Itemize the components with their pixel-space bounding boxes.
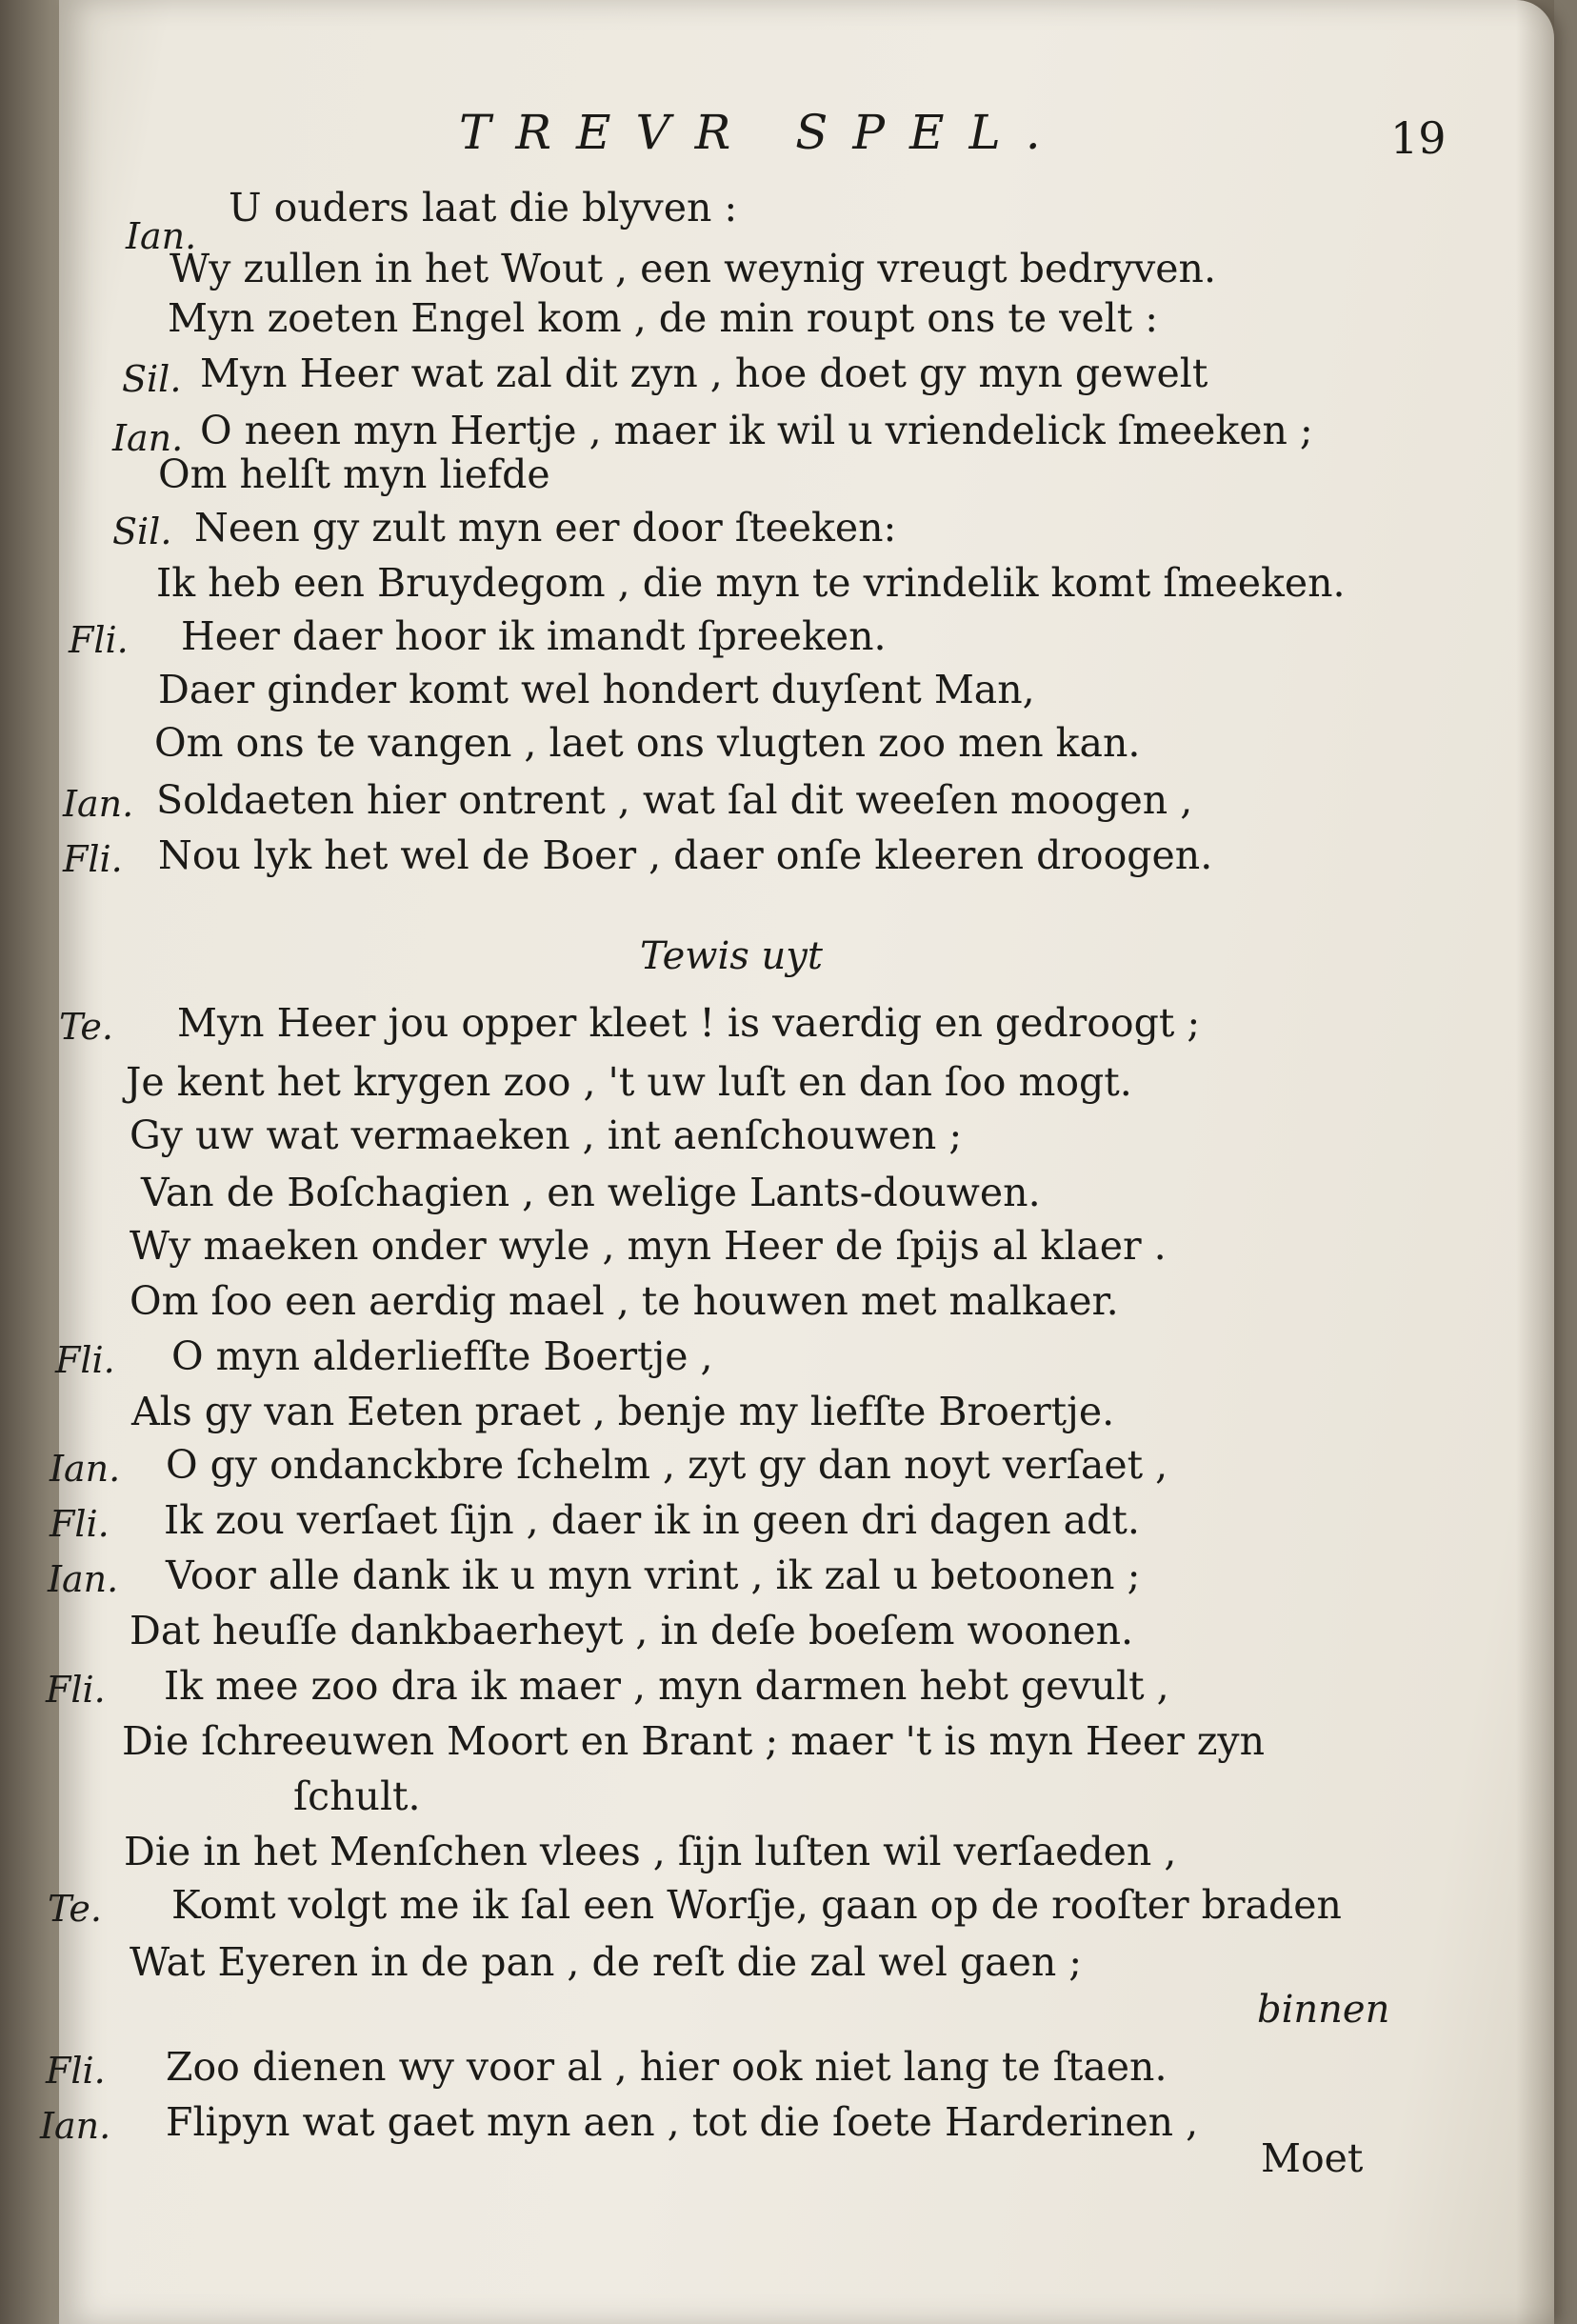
verse-line: [59, 1935, 1487, 1989]
verse-text: Voor alle dank ik u myn vrint , ik zal u betoonen ;: [166, 1553, 1141, 1598]
verse-line: [50, 1438, 1487, 1492]
verse-text: ſchult.: [293, 1773, 421, 1819]
verse-line: [48, 1549, 1487, 1602]
verse-text: Komt volgt me ik ſal een Worſje, gaan op de rooſter braden: [171, 1882, 1342, 1928]
verse-line: [59, 773, 1487, 827]
verse-text: Myn Heer jou opper kleet ! is vaerdig en gedroogt ;: [177, 1000, 1201, 1046]
speaker-label: Sil.: [122, 358, 182, 400]
verse-text: Flipyn wat gaet myn aen , tot die ſoete Harderinen ,: [166, 2099, 1199, 2145]
verse-line: [59, 448, 1487, 501]
verse-line: [59, 610, 1487, 663]
verse-line: [59, 663, 1487, 716]
speaker-label: Fli.: [69, 619, 129, 661]
speaker-label: Te.: [48, 1888, 102, 1930]
verse-line: [59, 1219, 1487, 1272]
verse-line: [59, 242, 1487, 295]
verse-line: [59, 291, 1487, 345]
page-header: [59, 105, 1554, 162]
speaker-label: Fli.: [55, 1339, 115, 1381]
verse-text: Die ſchreeuwen Moort en Brant ; maer 't is myn Heer zyn: [122, 1718, 1265, 1764]
book-page: [40, 0, 1554, 2324]
verse-line: [59, 716, 1487, 770]
speaker-label: Ian.: [126, 215, 197, 257]
verse-text: Soldaeten hier ontrent , wat ſal dit weeſen moogen ,: [156, 777, 1193, 823]
verse-text: Nou lyk het wel de Boer , daer onſe kleeren droogen.: [158, 832, 1213, 878]
verse-text: O gy ondanckbre ſchelm , zyt gy dan noyt verſaet ,: [166, 1442, 1168, 1488]
verse-text: O neen myn Hertje , maer ik wil u vriendelick ſmeeken ;: [200, 408, 1313, 453]
verse-text: Die in het Menſchen vlees , ſijn luſten wil verſaeden ,: [124, 1829, 1177, 1874]
speaker-label: Ian.: [50, 1448, 121, 1490]
speaker-label: Sil.: [112, 511, 172, 552]
verse-line: [59, 1714, 1487, 1768]
speaker-label: Ian.: [63, 783, 134, 825]
speaker-label: Ian.: [48, 1558, 119, 1600]
verse-line: [59, 501, 1487, 554]
verse-text: Wat Eyeren in de pan , de reſt die zal wel gaen ;: [130, 1939, 1083, 1985]
stage-direction-line: [59, 1983, 1487, 2036]
verse-line: [48, 1878, 1487, 1932]
stage-direction: binnen: [1257, 1988, 1390, 2032]
verse-text: Om ſoo een aerdig mael , te houwen met malkaer.: [130, 1278, 1119, 1324]
verse-line: [59, 996, 1487, 1050]
verse-line: [59, 1385, 1487, 1438]
catchword-line: [59, 2132, 1487, 2185]
speaker-label: Fli.: [50, 1503, 110, 1545]
running-title: TREVR SPEL.: [459, 105, 1066, 160]
verse-text: Om helſt myn liefde: [158, 451, 550, 497]
verse-line: [50, 1493, 1487, 1547]
verse-line: [59, 1166, 1487, 1219]
verse-text: Je kent het krygen zoo , 't uw luſt en dan ſoo mogt.: [126, 1059, 1132, 1105]
verse-text: O myn alderliefſte Boertje ,: [171, 1333, 713, 1379]
verse-text: Wy zullen in het Wout , een weynig vreugt bedryven.: [170, 246, 1216, 291]
verse-line: [59, 181, 1487, 257]
speaker-label: Fli.: [46, 2050, 106, 2092]
verse-text: Zoo dienen wy voor al , hier ook niet lang te ſtaen.: [166, 2044, 1168, 2090]
verse-line: [59, 556, 1487, 610]
stage-direction: Tewis uyt: [640, 934, 823, 978]
verse-text: Gy uw wat vermaeken , int aenſchouwen ;: [130, 1112, 963, 1158]
verse-text: Daer ginder komt wel hondert duyſent Man,: [158, 667, 1035, 712]
speaker-label: Fli.: [63, 838, 123, 880]
speaker-label: Te.: [59, 1006, 113, 1048]
speaker-label: Fli.: [46, 1669, 106, 1711]
verse-text: Myn zoeten Engel kom , de min roupt ons te velt :: [168, 295, 1159, 341]
speaker-label: Ian.: [40, 2105, 111, 2147]
verse-text: Heer daer hoor ik imandt ſpreeken.: [181, 613, 887, 659]
page-number: 19: [1390, 112, 1447, 164]
catchword: Moet: [1261, 2135, 1364, 2181]
verse-line: [59, 1825, 1487, 1878]
verse-line: [59, 1770, 1487, 1823]
verse-text: Dat heuſſe dankbaerheyt , in deſe boeſem woonen.: [130, 1608, 1134, 1653]
verse-line: [59, 1604, 1487, 1657]
verse-line: [59, 1274, 1487, 1328]
verse-text: Myn Heer wat zal dit zyn , hoe doet gy myn gewelt: [200, 351, 1208, 396]
verse-line: [46, 1659, 1487, 1713]
verse-text: U ouders laat die blyven :: [229, 185, 738, 230]
verse-text: Neen gy zult myn eer door ſteeken:: [194, 505, 897, 551]
page-edge-shadow: [1516, 0, 1554, 2324]
speaker-label: Ian.: [112, 417, 184, 459]
verse-line: [59, 347, 1487, 400]
verse-line: [59, 829, 1487, 882]
verse-text: Ik mee zoo dra ik maer , myn darmen hebt gevult ,: [164, 1663, 1169, 1709]
verse-text: Wy maeken onder wyle , myn Heer de ſpijs al klaer .: [130, 1223, 1167, 1269]
verse-text: Ik heb een Bruydegom , die myn te vrindelik komt ſmeeken.: [156, 560, 1346, 606]
verse-text: Om ons te vangen , laet ons vlugten zoo men kan.: [154, 720, 1141, 766]
verse-line: [59, 1055, 1487, 1109]
stage-direction-line: [59, 930, 1487, 983]
verse-line: [55, 1330, 1487, 1383]
verse-text: Van de Boſchagien , en welige Lants-douwen.: [141, 1170, 1041, 1215]
verse-line: [46, 2040, 1487, 2094]
verse-text: Ik zou verſaet ſijn , daer ik in geen dri dagen adt.: [164, 1497, 1140, 1543]
verse-text: Als gy van Eeten praet , benje my liefſte Broertje.: [131, 1389, 1115, 1434]
verse-line: [59, 1109, 1487, 1162]
